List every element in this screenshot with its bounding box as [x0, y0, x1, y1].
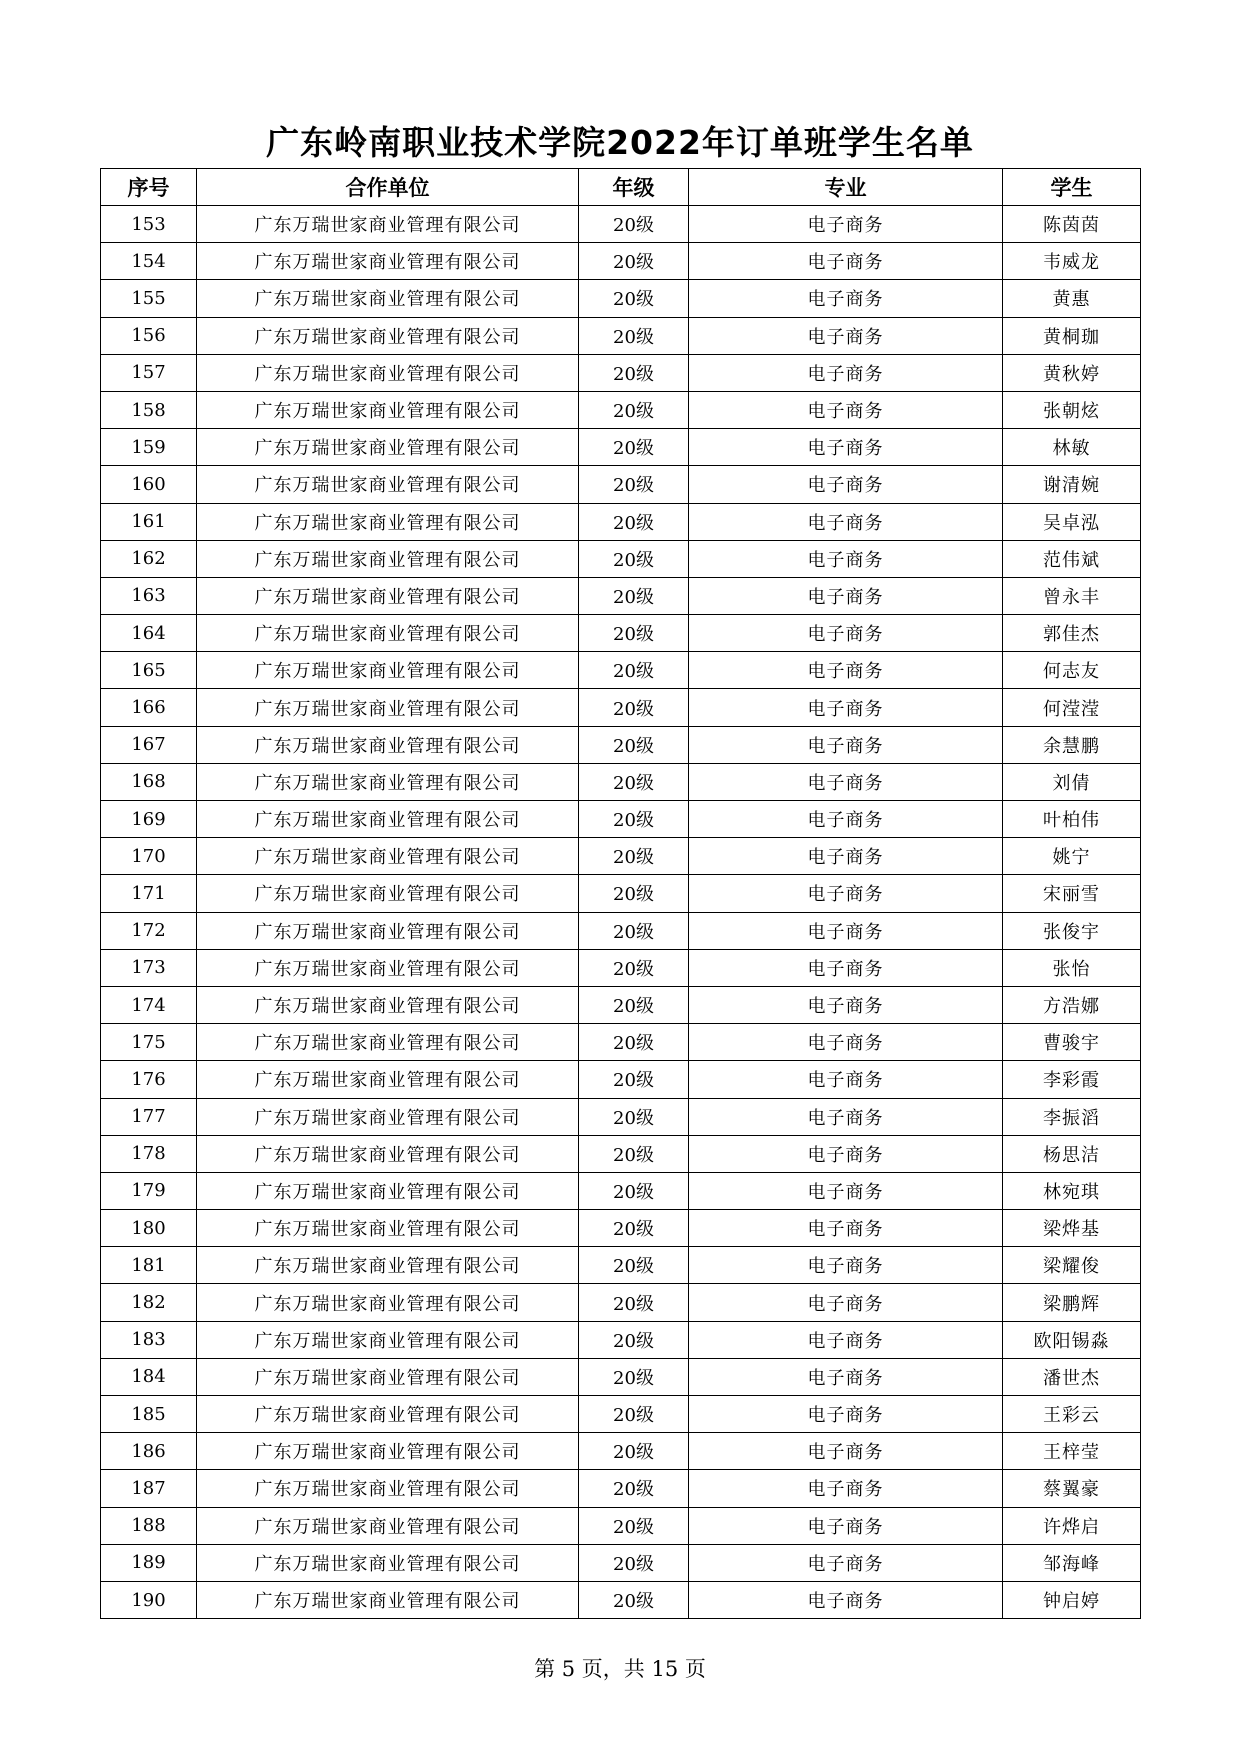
cell-partner-company: 广东万瑞世家商业管理有限公司	[197, 354, 579, 391]
cell-student-name: 陈茵茵	[1003, 206, 1141, 243]
header-major: 专业	[689, 169, 1003, 206]
cell-serial-number: 172	[101, 912, 197, 949]
cell-student-name: 范伟斌	[1003, 540, 1141, 577]
cell-major: 电子商务	[689, 429, 1003, 466]
cell-student-name: 黄秋婷	[1003, 354, 1141, 391]
cell-major: 电子商务	[689, 391, 1003, 428]
table-row	[101, 1581, 1141, 1618]
cell-grade: 20级	[579, 466, 689, 503]
cell-grade: 20级	[579, 206, 689, 243]
cell-serial-number: 180	[101, 1210, 197, 1247]
page-footer: 第 5 页，共 15 页	[534, 1657, 706, 1681]
cell-grade: 20级	[579, 1433, 689, 1470]
cell-partner-company: 广东万瑞世家商业管理有限公司	[197, 317, 579, 354]
cell-serial-number: 161	[101, 503, 197, 540]
cell-grade: 20级	[579, 577, 689, 614]
cell-student-name: 梁烨基	[1003, 1210, 1141, 1247]
table-row	[101, 466, 1141, 503]
cell-serial-number: 164	[101, 615, 197, 652]
cell-major: 电子商务	[689, 1210, 1003, 1247]
cell-major: 电子商务	[689, 1024, 1003, 1061]
cell-major: 电子商务	[689, 1061, 1003, 1098]
cell-grade: 20级	[579, 986, 689, 1023]
table-row	[101, 652, 1141, 689]
cell-partner-company: 广东万瑞世家商业管理有限公司	[197, 577, 579, 614]
cell-grade: 20级	[579, 540, 689, 577]
cell-grade: 20级	[579, 763, 689, 800]
cell-grade: 20级	[579, 280, 689, 317]
cell-partner-company: 广东万瑞世家商业管理有限公司	[197, 1507, 579, 1544]
cell-serial-number: 171	[101, 875, 197, 912]
cell-serial-number: 185	[101, 1396, 197, 1433]
cell-partner-company: 广东万瑞世家商业管理有限公司	[197, 280, 579, 317]
cell-serial-number: 188	[101, 1507, 197, 1544]
cell-major: 电子商务	[689, 1470, 1003, 1507]
cell-partner-company: 广东万瑞世家商业管理有限公司	[197, 540, 579, 577]
table-row	[101, 1098, 1141, 1135]
cell-student-name: 黄桐珈	[1003, 317, 1141, 354]
cell-major: 电子商务	[689, 986, 1003, 1023]
cell-student-name: 杨思洁	[1003, 1135, 1141, 1172]
cell-major: 电子商务	[689, 838, 1003, 875]
cell-student-name: 余慧鹏	[1003, 726, 1141, 763]
cell-partner-company: 广东万瑞世家商业管理有限公司	[197, 689, 579, 726]
header-student: 学生	[1003, 169, 1141, 206]
cell-partner-company: 广东万瑞世家商业管理有限公司	[197, 1544, 579, 1581]
table-row	[101, 1024, 1141, 1061]
cell-student-name: 梁耀俊	[1003, 1247, 1141, 1284]
cell-major: 电子商务	[689, 726, 1003, 763]
cell-grade: 20级	[579, 1284, 689, 1321]
student-roster-table	[100, 168, 1141, 1619]
table-row	[101, 1061, 1141, 1098]
cell-student-name: 张俊宇	[1003, 912, 1141, 949]
cell-serial-number: 158	[101, 391, 197, 428]
cell-major: 电子商务	[689, 206, 1003, 243]
cell-grade: 20级	[579, 317, 689, 354]
cell-major: 电子商务	[689, 577, 1003, 614]
cell-student-name: 黄惠	[1003, 280, 1141, 317]
cell-student-name: 王梓莹	[1003, 1433, 1141, 1470]
cell-major: 电子商务	[689, 1358, 1003, 1395]
cell-serial-number: 154	[101, 243, 197, 280]
cell-major: 电子商务	[689, 763, 1003, 800]
cell-student-name: 郭佳杰	[1003, 615, 1141, 652]
cell-serial-number: 181	[101, 1247, 197, 1284]
cell-grade: 20级	[579, 615, 689, 652]
cell-serial-number: 184	[101, 1358, 197, 1395]
table-row	[101, 986, 1141, 1023]
cell-student-name: 曹骏宇	[1003, 1024, 1141, 1061]
table-row	[101, 1247, 1141, 1284]
cell-student-name: 梁鹏辉	[1003, 1284, 1141, 1321]
document-title: 广东岭南职业技术学院2022年订单班学生名单	[266, 123, 974, 162]
cell-partner-company: 广东万瑞世家商业管理有限公司	[197, 206, 579, 243]
cell-partner-company: 广东万瑞世家商业管理有限公司	[197, 503, 579, 540]
cell-partner-company: 广东万瑞世家商业管理有限公司	[197, 1581, 579, 1618]
table-row	[101, 615, 1141, 652]
cell-major: 电子商务	[689, 1544, 1003, 1581]
cell-student-name: 叶柏伟	[1003, 801, 1141, 838]
cell-grade: 20级	[579, 503, 689, 540]
cell-major: 电子商务	[689, 949, 1003, 986]
cell-partner-company: 广东万瑞世家商业管理有限公司	[197, 1433, 579, 1470]
cell-serial-number: 169	[101, 801, 197, 838]
cell-partner-company: 广东万瑞世家商业管理有限公司	[197, 652, 579, 689]
cell-serial-number: 179	[101, 1172, 197, 1209]
cell-serial-number: 153	[101, 206, 197, 243]
cell-student-name: 林宛琪	[1003, 1172, 1141, 1209]
cell-grade: 20级	[579, 652, 689, 689]
table-row	[101, 540, 1141, 577]
cell-major: 电子商务	[689, 912, 1003, 949]
cell-serial-number: 155	[101, 280, 197, 317]
cell-partner-company: 广东万瑞世家商业管理有限公司	[197, 466, 579, 503]
table-row	[101, 949, 1141, 986]
cell-grade: 20级	[579, 1135, 689, 1172]
cell-partner-company: 广东万瑞世家商业管理有限公司	[197, 801, 579, 838]
cell-partner-company: 广东万瑞世家商业管理有限公司	[197, 391, 579, 428]
cell-student-name: 林敏	[1003, 429, 1141, 466]
cell-grade: 20级	[579, 1396, 689, 1433]
cell-major: 电子商务	[689, 503, 1003, 540]
cell-partner-company: 广东万瑞世家商业管理有限公司	[197, 986, 579, 1023]
cell-partner-company: 广东万瑞世家商业管理有限公司	[197, 429, 579, 466]
cell-grade: 20级	[579, 1061, 689, 1098]
cell-partner-company: 广东万瑞世家商业管理有限公司	[197, 949, 579, 986]
cell-student-name: 曾永丰	[1003, 577, 1141, 614]
table-row	[101, 875, 1141, 912]
cell-serial-number: 167	[101, 726, 197, 763]
cell-serial-number: 157	[101, 354, 197, 391]
cell-student-name: 刘倩	[1003, 763, 1141, 800]
table-row	[101, 1358, 1141, 1395]
table-row	[101, 317, 1141, 354]
cell-grade: 20级	[579, 1321, 689, 1358]
cell-partner-company: 广东万瑞世家商业管理有限公司	[197, 1172, 579, 1209]
header-grade: 年级	[579, 169, 689, 206]
cell-major: 电子商务	[689, 1507, 1003, 1544]
cell-student-name: 姚宁	[1003, 838, 1141, 875]
cell-grade: 20级	[579, 1098, 689, 1135]
cell-student-name: 方浩娜	[1003, 986, 1141, 1023]
cell-partner-company: 广东万瑞世家商业管理有限公司	[197, 1396, 579, 1433]
cell-major: 电子商务	[689, 1098, 1003, 1135]
cell-serial-number: 173	[101, 949, 197, 986]
cell-grade: 20级	[579, 391, 689, 428]
header-partner-company: 合作单位	[197, 169, 579, 206]
table-row	[101, 280, 1141, 317]
cell-student-name: 宋丽雪	[1003, 875, 1141, 912]
cell-grade: 20级	[579, 838, 689, 875]
cell-serial-number: 174	[101, 986, 197, 1023]
cell-serial-number: 186	[101, 1433, 197, 1470]
cell-serial-number: 165	[101, 652, 197, 689]
cell-serial-number: 182	[101, 1284, 197, 1321]
cell-serial-number: 189	[101, 1544, 197, 1581]
cell-student-name: 韦威龙	[1003, 243, 1141, 280]
cell-student-name: 欧阳锡淼	[1003, 1321, 1141, 1358]
cell-major: 电子商务	[689, 1172, 1003, 1209]
table-row	[101, 1544, 1141, 1581]
cell-student-name: 李振滔	[1003, 1098, 1141, 1135]
cell-grade: 20级	[579, 243, 689, 280]
cell-grade: 20级	[579, 1247, 689, 1284]
cell-serial-number: 159	[101, 429, 197, 466]
cell-partner-company: 广东万瑞世家商业管理有限公司	[197, 1284, 579, 1321]
cell-major: 电子商务	[689, 1247, 1003, 1284]
cell-student-name: 何滢滢	[1003, 689, 1141, 726]
cell-partner-company: 广东万瑞世家商业管理有限公司	[197, 1358, 579, 1395]
cell-major: 电子商务	[689, 243, 1003, 280]
cell-serial-number: 160	[101, 466, 197, 503]
table-row	[101, 243, 1141, 280]
cell-serial-number: 175	[101, 1024, 197, 1061]
cell-serial-number: 166	[101, 689, 197, 726]
cell-grade: 20级	[579, 1470, 689, 1507]
cell-grade: 20级	[579, 1544, 689, 1581]
cell-major: 电子商务	[689, 1135, 1003, 1172]
cell-student-name: 许烨启	[1003, 1507, 1141, 1544]
cell-student-name: 何志友	[1003, 652, 1141, 689]
table-row	[101, 1321, 1141, 1358]
cell-major: 电子商务	[689, 354, 1003, 391]
cell-student-name: 蔡翼豪	[1003, 1470, 1141, 1507]
cell-partner-company: 广东万瑞世家商业管理有限公司	[197, 1321, 579, 1358]
table-row	[101, 1470, 1141, 1507]
cell-partner-company: 广东万瑞世家商业管理有限公司	[197, 615, 579, 652]
table-row	[101, 1396, 1141, 1433]
cell-serial-number: 176	[101, 1061, 197, 1098]
cell-serial-number: 162	[101, 540, 197, 577]
table-row	[101, 1210, 1141, 1247]
cell-student-name: 谢清婉	[1003, 466, 1141, 503]
cell-grade: 20级	[579, 1172, 689, 1209]
cell-grade: 20级	[579, 726, 689, 763]
cell-student-name: 张怡	[1003, 949, 1141, 986]
table-row	[101, 838, 1141, 875]
cell-grade: 20级	[579, 875, 689, 912]
cell-student-name: 吴卓泓	[1003, 503, 1141, 540]
cell-major: 电子商务	[689, 1581, 1003, 1618]
cell-partner-company: 广东万瑞世家商业管理有限公司	[197, 875, 579, 912]
cell-student-name: 潘世杰	[1003, 1358, 1141, 1395]
cell-partner-company: 广东万瑞世家商业管理有限公司	[197, 1098, 579, 1135]
table-row	[101, 763, 1141, 800]
table-row	[101, 1507, 1141, 1544]
cell-grade: 20级	[579, 354, 689, 391]
table-row	[101, 1172, 1141, 1209]
table-row	[101, 354, 1141, 391]
cell-serial-number: 156	[101, 317, 197, 354]
cell-major: 电子商务	[689, 1284, 1003, 1321]
table-row	[101, 689, 1141, 726]
cell-serial-number: 190	[101, 1581, 197, 1618]
cell-serial-number: 168	[101, 763, 197, 800]
cell-grade: 20级	[579, 912, 689, 949]
cell-major: 电子商务	[689, 875, 1003, 912]
table-row	[101, 1284, 1141, 1321]
cell-major: 电子商务	[689, 801, 1003, 838]
table-row	[101, 801, 1141, 838]
cell-major: 电子商务	[689, 540, 1003, 577]
cell-partner-company: 广东万瑞世家商业管理有限公司	[197, 912, 579, 949]
cell-grade: 20级	[579, 1507, 689, 1544]
cell-grade: 20级	[579, 429, 689, 466]
cell-partner-company: 广东万瑞世家商业管理有限公司	[197, 1061, 579, 1098]
cell-major: 电子商务	[689, 280, 1003, 317]
cell-grade: 20级	[579, 949, 689, 986]
table-row	[101, 1135, 1141, 1172]
cell-student-name: 王彩云	[1003, 1396, 1141, 1433]
cell-partner-company: 广东万瑞世家商业管理有限公司	[197, 1210, 579, 1247]
table-row	[101, 503, 1141, 540]
table-row	[101, 206, 1141, 243]
table-row	[101, 726, 1141, 763]
table-header-row	[101, 169, 1141, 206]
cell-major: 电子商务	[689, 1321, 1003, 1358]
cell-grade: 20级	[579, 1581, 689, 1618]
cell-grade: 20级	[579, 1358, 689, 1395]
cell-grade: 20级	[579, 1024, 689, 1061]
cell-partner-company: 广东万瑞世家商业管理有限公司	[197, 726, 579, 763]
cell-serial-number: 170	[101, 838, 197, 875]
cell-partner-company: 广东万瑞世家商业管理有限公司	[197, 763, 579, 800]
cell-grade: 20级	[579, 801, 689, 838]
cell-major: 电子商务	[689, 689, 1003, 726]
cell-partner-company: 广东万瑞世家商业管理有限公司	[197, 1247, 579, 1284]
header-serial-number: 序号	[101, 169, 197, 206]
cell-partner-company: 广东万瑞世家商业管理有限公司	[197, 1024, 579, 1061]
cell-student-name: 钟启婷	[1003, 1581, 1141, 1618]
cell-serial-number: 163	[101, 577, 197, 614]
table-row	[101, 391, 1141, 428]
table-row	[101, 577, 1141, 614]
cell-major: 电子商务	[689, 1433, 1003, 1470]
table-body	[101, 206, 1141, 1619]
cell-student-name: 张朝炫	[1003, 391, 1141, 428]
cell-major: 电子商务	[689, 615, 1003, 652]
cell-student-name: 邹海峰	[1003, 1544, 1141, 1581]
cell-serial-number: 187	[101, 1470, 197, 1507]
table-row	[101, 912, 1141, 949]
cell-grade: 20级	[579, 1210, 689, 1247]
table-row	[101, 429, 1141, 466]
cell-partner-company: 广东万瑞世家商业管理有限公司	[197, 1470, 579, 1507]
cell-serial-number: 183	[101, 1321, 197, 1358]
cell-major: 电子商务	[689, 1396, 1003, 1433]
cell-partner-company: 广东万瑞世家商业管理有限公司	[197, 243, 579, 280]
cell-major: 电子商务	[689, 466, 1003, 503]
cell-student-name: 李彩霞	[1003, 1061, 1141, 1098]
table-row	[101, 1433, 1141, 1470]
cell-partner-company: 广东万瑞世家商业管理有限公司	[197, 1135, 579, 1172]
cell-serial-number: 177	[101, 1098, 197, 1135]
cell-major: 电子商务	[689, 652, 1003, 689]
cell-partner-company: 广东万瑞世家商业管理有限公司	[197, 838, 579, 875]
cell-grade: 20级	[579, 689, 689, 726]
cell-major: 电子商务	[689, 317, 1003, 354]
cell-serial-number: 178	[101, 1135, 197, 1172]
